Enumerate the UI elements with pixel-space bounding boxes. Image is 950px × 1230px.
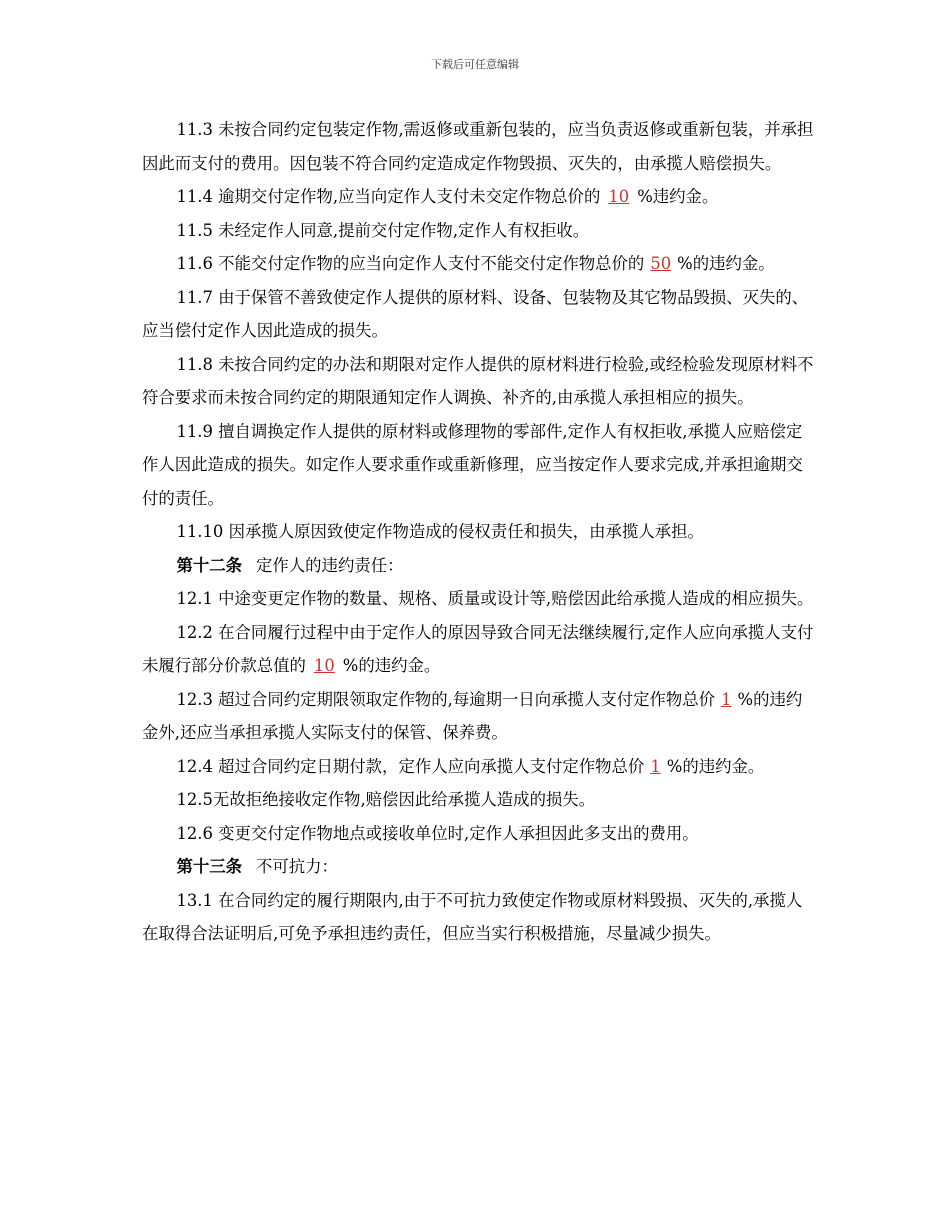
clause-11-9: 11.9 擅自调换定作人提供的原材料或修理物的零部件,定作人有权拒收,承揽人应赔偿定作人因此造成的损失。如定作人要求重作或重新修理，应当按定作人要求完成,并承担逾期交付的责任。 xyxy=(142,421,803,508)
clause-12-3-text: 12.3 超过合同约定期限领取定作物的,每逾期一日向承揽人支付定作物总价 xyxy=(176,689,716,709)
clause-12-5: 12.5无故拒绝接收定作物,赔偿因此给承揽人造成的损失。 xyxy=(176,790,596,809)
clause-12-2 xyxy=(142,616,814,683)
clause-11-8: 11.8 未按合同约定的办法和期限对定作人提供的原材料进行检验,或经检验发现原材料不符合要求而未按合同约定的期限通知定作人调换、补齐的,由承揽人承担相应的损失。 xyxy=(142,354,814,407)
clause-11-6-value: 50 xyxy=(650,254,672,273)
article-13-title: 不可抗力： xyxy=(256,857,338,876)
article-13-label: 第十三条 xyxy=(176,857,242,876)
article-12-label: 第十二条 xyxy=(176,555,242,575)
clause-13-1: 13.1 在合同约定的履行期限内,由于不可抗力致使定作物或原材料毁损、灭失的,承揽人在取得合法证明后,可免予承担违约责任，但应当实行积极措施，尽量减少损失。 xyxy=(142,890,803,943)
clause-11-6-text: 11.6 不能交付定作物的应当向定作人支付不能交付定作物总价的 xyxy=(176,254,645,273)
clause-11-7: 11.7 由于保管不善致使定作人提供的原材料、设备、包装物及其它物品毁损、灭失的、应当偿付定作人因此造成的损失。 xyxy=(142,287,809,340)
article-12-heading xyxy=(142,549,814,583)
clause-12-4-suffix: %的违约金。 xyxy=(666,756,765,776)
clause-12-1: 12.1 中途变更定作物的数量、规格、质量或设计等,赔偿因此给承揽人造成的相应损失。 xyxy=(176,589,814,608)
document-body xyxy=(142,113,814,951)
clause-12-3 xyxy=(142,683,814,750)
clause-12-2-suffix: %的违约金。 xyxy=(342,656,441,675)
clause-12-4-value: 1 xyxy=(650,756,661,776)
article-13-heading xyxy=(142,850,814,884)
clause-12-4-text: 12.4 超过合同约定日期付款，定作人应向承揽人支付定作物总价 xyxy=(176,756,645,776)
clause-11-3: 11.3 未按合同约定包装定作物,需返修或重新包装的，应当负责返修或重新包装，并承担因此而支付的费用。因包装不符合同约定造成定作物毁损、灭失的，由承揽人赔偿损失。 xyxy=(142,120,814,173)
clause-12-2-text: 12.2 在合同履行过程中由于定作人的原因导致合同无法继续履行,定作人应向承揽人支付未履行部分价款总值的 xyxy=(142,622,814,675)
clause-11-4 xyxy=(142,180,814,214)
article-12-title: 定作人的违约责任： xyxy=(256,555,404,575)
page-header: 下载后可任意编辑 xyxy=(431,58,519,71)
clause-11-6 xyxy=(142,247,814,281)
clause-11-5: 11.5 未经定作人同意,提前交付定作物,定作人有权拒收。 xyxy=(176,220,590,240)
clause-11-4-value: 10 xyxy=(608,187,630,206)
clause-11-4-suffix: %违约金。 xyxy=(637,187,719,206)
clause-12-3-suffix: %的违约金外,还应当承担承揽人实际支付的保管、保养费。 xyxy=(142,689,803,742)
clause-12-6: 12.6 变更交付定作物地点或接收单位时,定作人承担因此多支出的费用。 xyxy=(176,823,699,843)
clause-12-3-value: 1 xyxy=(721,689,732,709)
clause-11-10: 11.10 因承揽人原因致使定作物造成的侵权责任和损失，由承揽人承担。 xyxy=(176,522,704,541)
clause-11-6-suffix: %的违约金。 xyxy=(677,254,775,273)
clause-12-2-value: 10 xyxy=(313,656,335,675)
clause-11-4-text: 11.4 逾期交付定作物,应当向定作人支付未交定作物总价的 xyxy=(176,187,601,206)
clause-12-4 xyxy=(142,750,814,784)
